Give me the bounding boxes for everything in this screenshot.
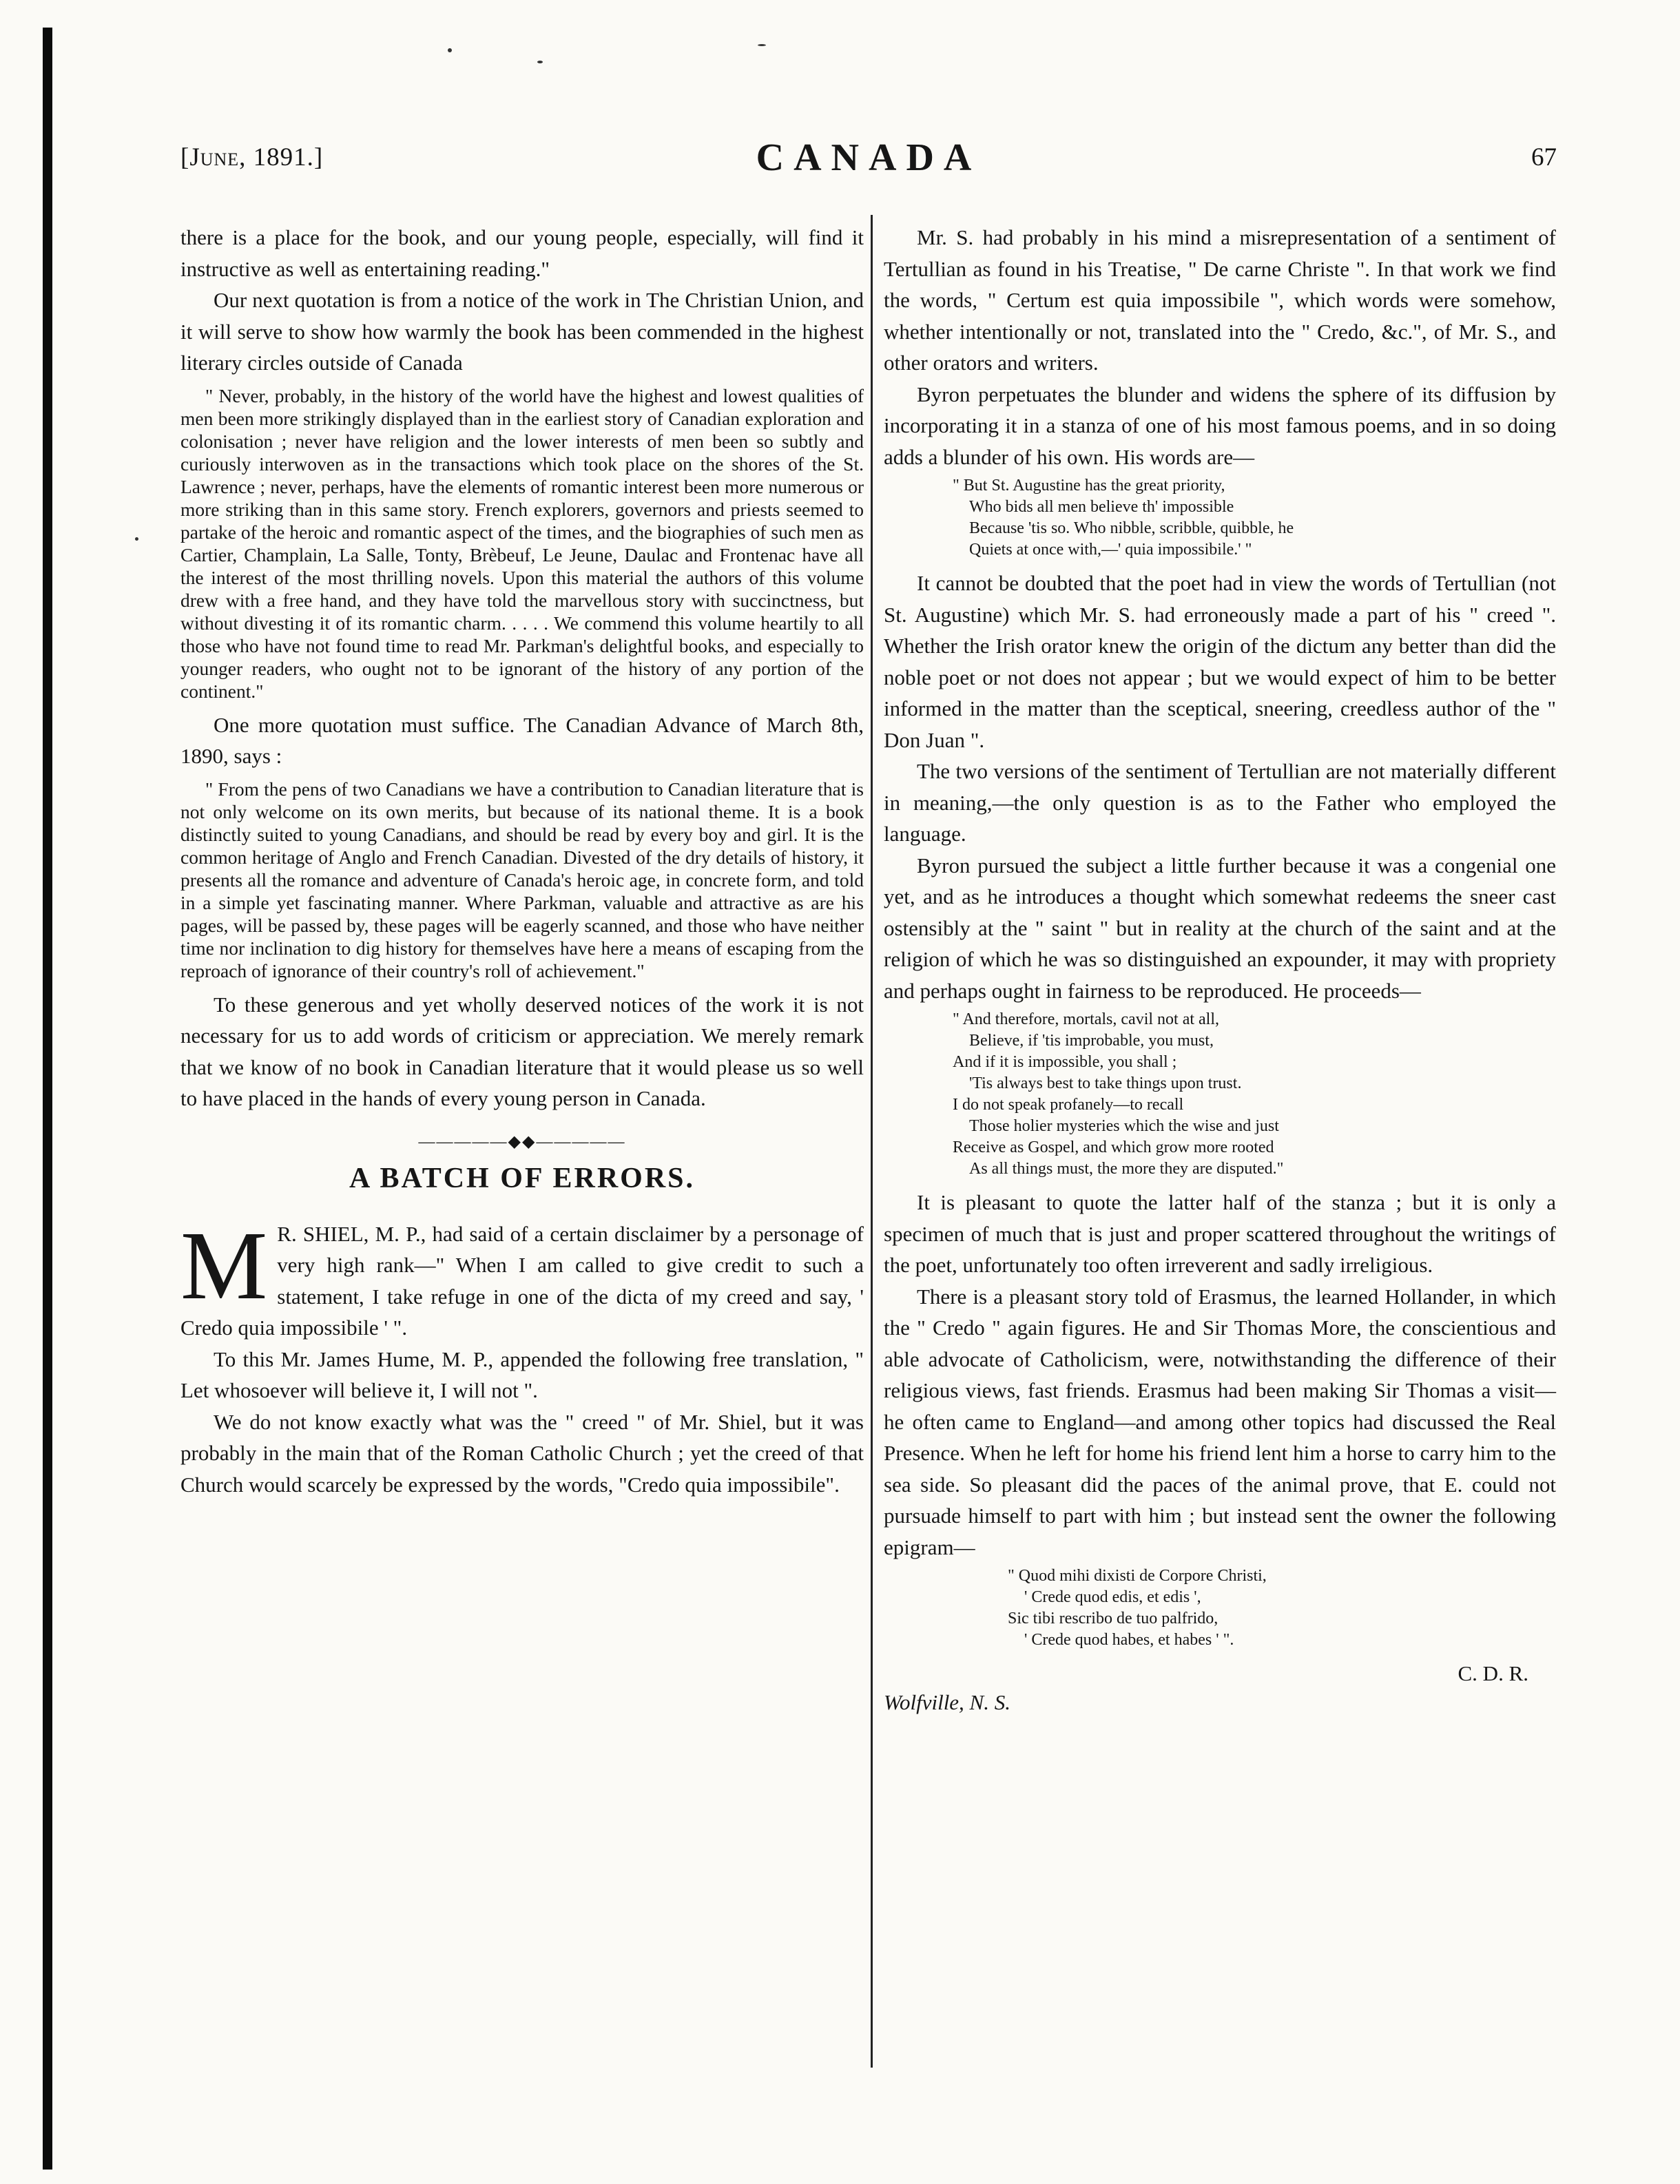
verse-line: " Quod mihi dixisti de Corpore Christi, (1008, 1567, 1267, 1585)
page-number: 67 (1531, 143, 1557, 171)
print-speck (448, 48, 452, 52)
block-quote (180, 778, 864, 982)
ornamental-separator: —————◆◆————— (418, 1132, 626, 1151)
block-quote (180, 384, 864, 703)
paragraph: To this Mr. James Hume, M. P., appended the following free translation, " Let whosoever will believe it, I will not ". (180, 1346, 864, 1402)
verse-line: Because 'tis so. Who nibble, scribble, quibble, he (969, 519, 1294, 537)
page-header (180, 136, 1557, 189)
print-speck (758, 44, 766, 46)
paragraph: To these generous and yet wholly deserved notices of the work it is not necessary for us to add words of criticism or appreciation. We merely remark that we know of no book in Canadian literature that it would please us so well to have placed in the hands of every young person in Canada. (180, 992, 864, 1110)
paragraph: Our next quotation is from a notice of the work in The Christian Union, and it will serve to show how warmly the book has been commended in the highest literary circles outside of Canada (180, 288, 864, 375)
dateline-place: Wolfville, N. S. (884, 1689, 1010, 1714)
print-speck (135, 537, 138, 541)
quote-text: " Never, probably, in the history of the world have the highest and lowest qualities of men been more strikingly displayed than in the earliest story of Canadian exploration and colonisation ; never have religion and the lower interests of men been so subtly and curiously interwoven as in the transactions which took place on the shores of the St. Lawrence ; never, perhaps, have the elements of romantic interest been more numerous or more striking than in this same story. French explorers, governors and priests seemed to partake of the heroic and romantic aspect of the times, and the biographies of such men as Cartier, Champlain, La Salle, Tonty, Brèbeuf, Le Jeune, Daulac and Frontenac have all the interest of the most thrilling novels. Upon this material the authors of this volume drew with a free hand, and they have told the marvellous story with succinctness, but without divesting it of its romantic charm. . . . . We commend this volume heartily to all those who have not found time to read Mr. Parkman's delightful books, and especially to younger readers, who ought not to be ignorant of the history of any portion of the continent." (180, 384, 864, 702)
paragraph: It cannot be doubted that the poet had in view the words of Tertullian (not St. Augustine) which Mr. S. had erroneously made a part of his " creed ". Whether the Irish orator knew the origin of the dictum any better than did the noble poet or not does not appear ; but we would expect of him to be better informed in the matter than the sceptical, sneering, creedless author of the " Don Juan ". (884, 571, 1556, 752)
verse-line: I do not speak profanely—to recall (953, 1096, 1184, 1114)
verse-line: 'Tis always best to take things upon trust. (969, 1074, 1242, 1092)
paragraph: Byron perpetuates the blunder and widens the sphere of its diffusion by incorporating it in a stanza of one of his most famous poems, and in so doing adds a blunder of his own. His words are— (884, 382, 1556, 469)
verse-line: Sic tibi rescribo de tuo palfrido, (1008, 1610, 1218, 1627)
verse-line: ' Crede quod edis, et edis ', (1024, 1588, 1201, 1606)
paragraph: Byron pursued the subject a little further because it was a congenial one yet, and as he introduces a thought which somewhat redeems the sneer cast ostensibly at the " saint " but in reality at the church of the saint and at the religion of which he was so distinguished an expounder, it may with propriety and perhaps ought in fairness to be reproduced. He proceeds— (884, 853, 1556, 1003)
verse-line: Believe, if 'tis improbable, you must, (969, 1032, 1214, 1050)
paragraph: Mr. S. had probably in his mind a misrepresentation of a sentiment of Tertullian as found in his Treatise, " De carne Christe ". In that work we find the words, " Certum est quia impossibile ", which words were somehow, whether intentionally or not, translated into the " Credo, &c.", of Mr. S., and other orators and writers. (884, 225, 1556, 375)
page-binding-edge (43, 28, 52, 2170)
right-column (884, 222, 1556, 1718)
print-speck (537, 61, 543, 63)
article-lead-paragraph: M R. SHIEL, M. P., had said of a certain disclaimer by a personage of very high rank—" When I am called to give credit to such a statement, I take refuge in one of the dicta of my creed and say, ' Credo quia impossibile ' ". (180, 1210, 864, 1340)
paragraph: there is a place for the book, and our young people, especially, will find it instructive as well as entertaining reading." (180, 225, 864, 281)
article-title: A BATCH OF ERRORS. (349, 1163, 696, 1194)
verse-line: And if it is impossible, you shall ; (953, 1053, 1177, 1071)
column-divider (871, 215, 873, 2068)
drop-cap: M (180, 1210, 268, 1320)
verse-line: Those holier mysteries which the wise and just (969, 1117, 1279, 1135)
verse-quote (953, 475, 1556, 561)
paragraph: There is a pleasant story told of Erasmus, the learned Hollander, in which the " Credo " again figures. He and Sir Thomas More, the conscientious and able advocate of Catholicism, were, notwithstanding the difference of their religious views, fast friends. Erasmus had been making Sir Thomas a visit—he often came to England—and among other topics had discussed the Real Presence. When he left for home his friend lent him a horse to carry him to the sea side. So pleasant did the paces of the animal prove, that E. could not pursuade himself to part with him ; but instead sent the owner the following epigram— (884, 1284, 1556, 1559)
issue-date: [June, 1891.] (180, 143, 324, 171)
paragraph: We do not know exactly what was the " creed " of Mr. Shiel, but it was probably in the main that of the Roman Catholic Church ; yet the creed of that Church would scarcely be expressed by the words, "Credo quia impossibile". (180, 1409, 864, 1497)
verse-line: Quiets at once with,—' quia impossibile.' " (969, 541, 1252, 559)
verse-quote (953, 1009, 1556, 1180)
author-signature: C. D. R. (1458, 1661, 1528, 1685)
paragraph: One more quotation must suffice. The Canadian Advance of March 8th, 1890, says : (180, 712, 864, 768)
publication-title: CANADA (756, 136, 982, 179)
verse-line: " But St. Augustine has the great priority, (953, 477, 1225, 495)
verse-line: " And therefore, mortals, cavil not at all, (953, 1010, 1220, 1028)
lead-words: R. SHIEL, M. P., (277, 1221, 426, 1246)
paragraph: It is pleasant to quote the latter half of the stanza ; but it is only a specimen of much that is just and proper scattered throughout the writings of the poet, unfortunately too often irreverent and sadly irreligious. (884, 1190, 1556, 1277)
verse-line: As all things must, the more they are disputed." (969, 1160, 1284, 1178)
verse-line: Receive as Gospel, and which grow more rooted (953, 1138, 1274, 1156)
verse-line: ' Crede quod habes, et habes ' ". (1024, 1631, 1234, 1649)
verse-line: Who bids all men believe th' impossible (969, 498, 1234, 516)
quote-text: " From the pens of two Canadians we have a contribution to Canadian literature that is not only welcome on its own merits, but because of its national theme. It is a book distinctly suited to young Canadians, and should be read by every boy and girl. It is the common heritage of Anglo and French Canadian. Divested of the dry details of history, it presents all the romance and adventure of Canada's heroic age, in concrete form, and told in a simple yet fascinating manner. Where Parkman, valuable and attractive as are his pages, will be passed by, these pages will be eagerly scanned, and those who have neither time nor inclination to dig history for themselves have here a means of escaping from the reproach of ignorance of their country's roll of achievement." (180, 778, 864, 981)
paragraph: The two versions of the sentiment of Tertullian are not materially different in meaning,—the only question is as to the Father who employed the language. (884, 759, 1556, 846)
left-column (180, 222, 864, 1500)
epigram (1008, 1566, 1556, 1651)
